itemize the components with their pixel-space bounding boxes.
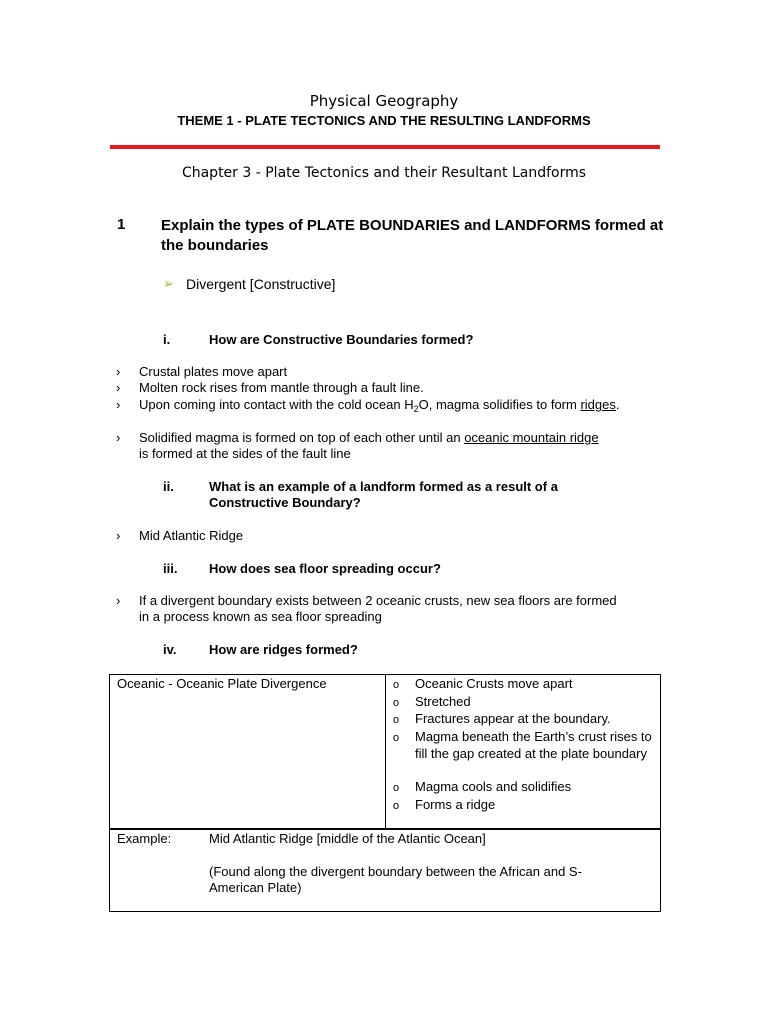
table-step: Fractures appear at the boundary. [415,711,611,726]
bullet-icon: › [116,380,121,395]
section-heading-iii: How does sea floor spreading occur? [209,561,441,576]
bullet-text: If a divergent boundary exists between 2 oceanic crusts, new sea floors are formed in a process known as sea floor spreading [139,593,617,624]
table-cell-divergence-type: Oceanic - Oceanic Plate Divergence [117,676,327,691]
question-number: 1 [117,216,126,233]
table-row-divider [110,828,660,830]
example-label: Example: [117,831,172,846]
bullet-text-part: Upon coming into contact with the cold ocean H [139,397,414,412]
bullet-text [139,430,649,462]
theme-heading: THEME 1 - PLATE TECTONICS AND THE RESULTING LANDFORMS [177,113,591,128]
section-heading-iv: How are ridges formed? [209,642,358,657]
bullet-text: Molten rock rises from mantle through a fault line. [139,380,424,395]
section-number-ii: ii. [163,479,174,494]
table-step: Stretched [415,694,471,709]
bullet-icon: › [116,593,121,608]
section-number-iii: iii. [163,561,178,576]
question-text: Explain the types of PLATE BOUNDARIES and LANDFORMS formed at the boundaries [161,217,664,254]
table-step: Forms a ridge [415,797,496,812]
arrow-bullet-icon: ➢ [163,276,174,291]
section-heading-ii: What is an example of a landform formed as a result of a Constructive Boundary? [209,479,558,510]
bullet-text: Mid Atlantic Ridge [139,528,244,543]
boundary-type-heading: Divergent [Constructive] [186,276,336,292]
list-marker-icon: o [393,697,400,709]
bullet-text-part: O, magma solidifies to form [418,397,581,412]
example-note: (Found along the divergent boundary between the African and S-American Plate) [209,864,582,895]
bullet-text-part: Solidified magma is formed on top of each other until an [139,430,465,445]
red-divider [110,145,660,149]
chapter-heading: Chapter 3 - Plate Tectonics and their Resultant Landforms [181,165,587,181]
section-number-iv: iv. [163,642,177,657]
section-number-i: i. [163,332,171,347]
underlined-term-ridges: ridges [580,397,616,412]
bullet-icon: › [116,364,121,379]
bullet-icon: › [116,430,121,445]
section-heading-i: How are Constructive Boundaries formed? [209,332,474,347]
table-column-divider [385,675,386,829]
bullet-text: Crustal plates move apart [139,364,288,379]
table-step: Oceanic Crusts move apart [415,676,573,691]
list-marker-icon: o [393,782,400,794]
bullet-icon: › [116,397,121,412]
bullet-icon: › [116,528,121,543]
bullet-text-part: is formed at the sides of the fault line [139,446,351,461]
list-marker-icon: o [393,679,400,691]
list-marker-icon: o [393,732,400,744]
underlined-term-oceanic-mountain-ridge: oceanic mountain ridge [464,430,599,445]
ridge-formation-table [109,674,661,912]
document-title: Physical Geography [309,92,459,110]
list-marker-icon: o [393,800,400,812]
subscript-two: 2 [413,404,419,414]
bullet-text [139,397,649,413]
bullet-text-part: . [615,397,620,412]
table-step: Magma beneath the Earth’s crust rises to fill the gap created at the plate boundary [415,729,652,761]
list-marker-icon: o [393,714,400,726]
table-step: Magma cools and solidifies [415,779,572,794]
example-text: Mid Atlantic Ridge [middle of the Atlantic Ocean] [209,831,486,846]
